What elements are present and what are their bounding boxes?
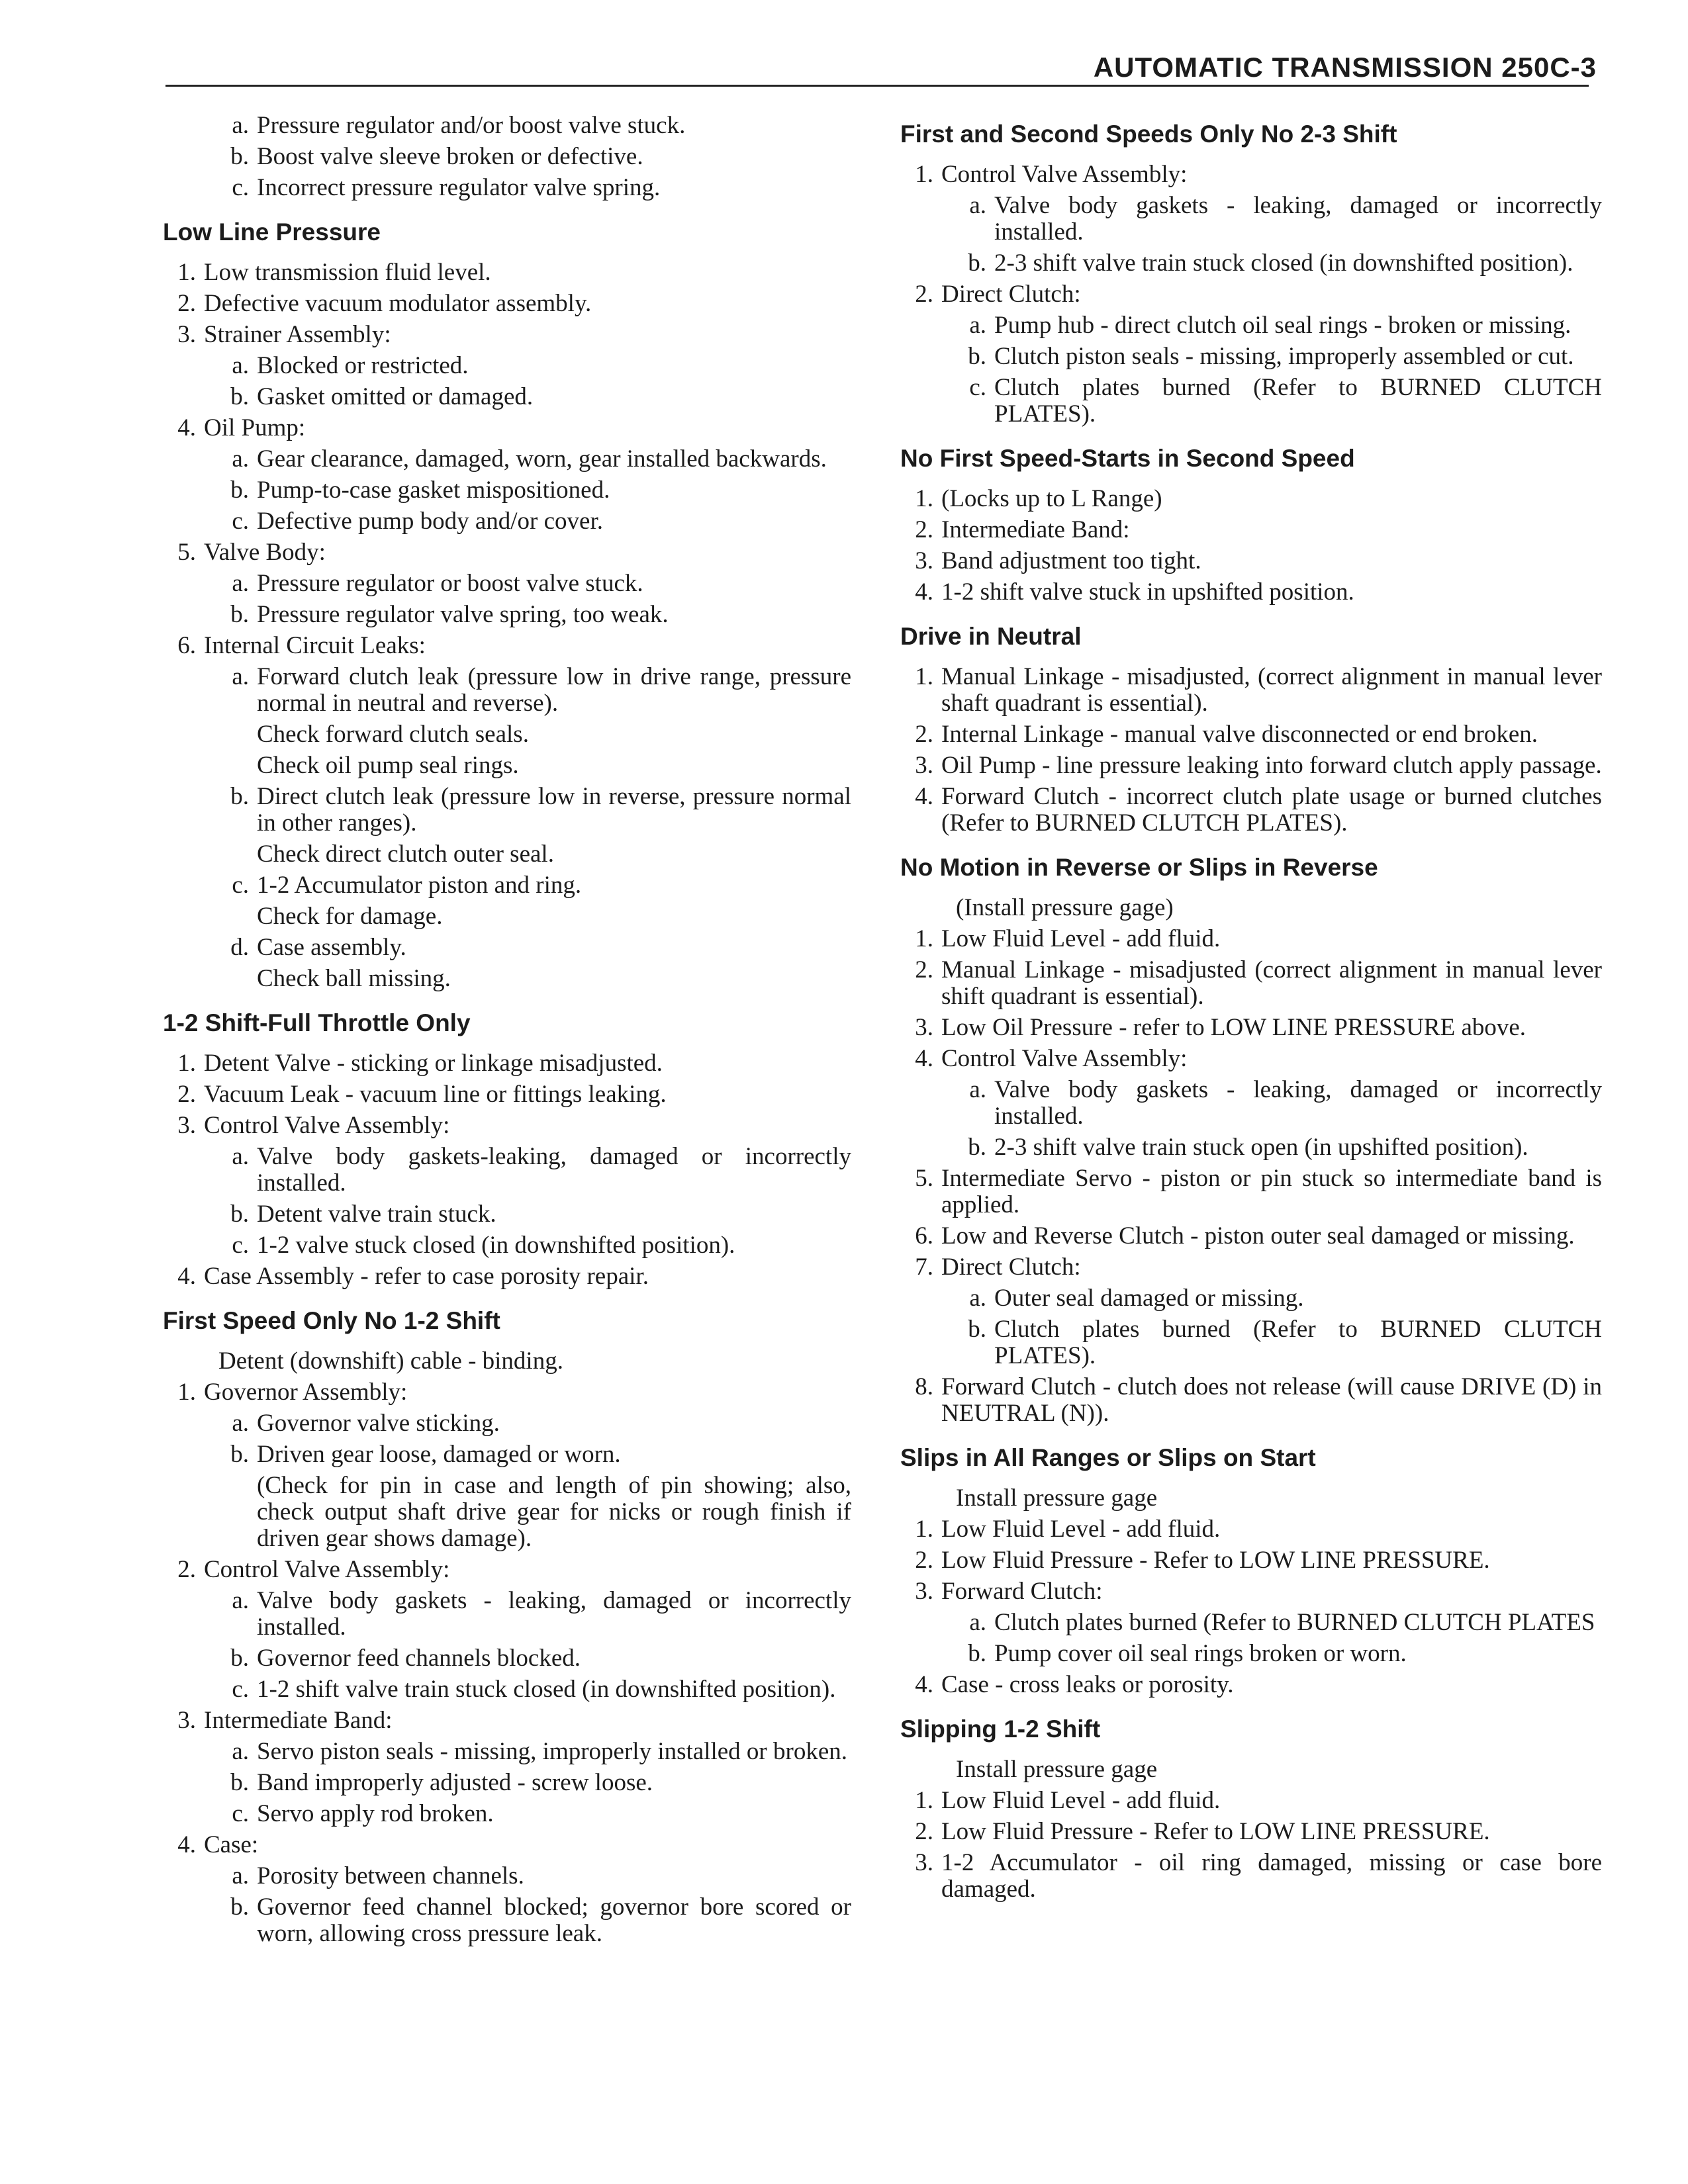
continuation-text [163,721,851,748]
lettered-subitem [163,1770,851,1796]
item-text: Intermediate Band: [204,1707,393,1734]
item-marker: a. [232,445,249,473]
numbered-item [163,1557,851,1583]
lettered-subitem [163,934,851,961]
item-marker: c. [969,374,986,401]
item-marker: 5. [915,1165,933,1192]
header-rule [165,85,1589,87]
lettered-subitem [900,1641,1602,1667]
lettered-subitem [163,446,851,473]
item-marker: 3. [915,752,933,779]
item-text: Incorrect pressure regulator valve spring. [257,174,661,201]
item-text: Pump-to-case gasket mispositioned. [257,477,610,504]
lettered-subitem [163,1863,851,1889]
item-text: Check forward clutch seals. [257,721,529,748]
item-text: (Check for pin in case and length of pin showing; also, check output shaft drive gear for nicks or rough finish if driven gear shows damage). [257,1472,851,1552]
lettered-subitem [163,1144,851,1197]
section-heading: 1-2 Shift-Full Throttle Only [163,1009,471,1036]
section-heading: No Motion in Reverse or Slips in Reverse [900,854,1378,881]
lettered-subitem [900,343,1602,370]
item-marker: a. [232,570,249,597]
continuation-text [163,752,851,779]
lettered-subitem [163,353,851,379]
numbered-item [163,539,851,566]
item-text: Check oil pump seal rings. [257,752,519,779]
item-marker: b. [230,477,249,504]
lettered-subitem [163,1201,851,1228]
item-text: Case: [204,1831,259,1858]
item-marker: 1. [915,1787,933,1814]
item-text: 1-2 shift valve stuck in upshifted position. [941,578,1354,606]
item-marker: c. [232,1676,249,1703]
item-text: Oil Pump - line pressure leaking into forward clutch apply passage. [941,752,1602,779]
item-marker: a. [232,1410,249,1437]
item-text: Control Valve Assembly: [941,1045,1188,1072]
item-marker: c. [232,872,249,899]
item-text: Detent valve train stuck. [257,1201,496,1228]
lettered-subitem [163,570,851,597]
item-marker: b. [230,1769,249,1796]
item-marker: c. [232,508,249,535]
item-marker: 3. [915,1014,933,1041]
item-marker: 6. [177,632,196,659]
continuation-text [163,1473,851,1552]
item-text: Governor valve sticking. [257,1410,500,1437]
item-text: Pressure regulator and/or boost valve stuck. [257,112,686,139]
lettered-subitem [900,312,1602,339]
section-heading: Slips in All Ranges or Slips on Start [900,1444,1316,1471]
lettered-subitem [163,1801,851,1827]
item-marker: a. [232,663,249,690]
lettered-subitem [163,113,851,139]
item-text: 1-2 shift valve train stuck closed (in downshifted position). [257,1676,836,1703]
item-text: 2-3 shift valve train stuck open (in upshifted position). [994,1134,1528,1161]
item-text: Control Valve Assembly: [941,161,1188,188]
numbered-item [900,161,1602,188]
numbered-item [163,1263,851,1290]
item-marker: 3. [915,1578,933,1605]
numbered-item [900,517,1602,543]
lettered-subitem [163,1676,851,1703]
lettered-subitem [900,250,1602,277]
numbered-item [900,1672,1602,1698]
section-heading: First and Second Speeds Only No 2-3 Shift [900,120,1397,148]
item-marker: a. [232,1862,249,1889]
item-marker: 3. [915,547,933,574]
lettered-subitem [900,1316,1602,1369]
item-marker: b. [968,343,986,370]
item-marker: d. [230,934,249,961]
item-marker: b. [230,1645,249,1672]
continuation-text [163,841,851,868]
numbered-item [163,1379,851,1406]
item-marker: b. [968,1640,986,1667]
item-marker: 8. [915,1373,933,1400]
item-text: Gasket omitted or damaged. [257,383,534,410]
lettered-subitem [900,1134,1602,1161]
item-marker: 4. [915,1671,933,1698]
section-heading: No First Speed-Starts in Second Speed [900,445,1355,472]
item-marker: 4. [915,1045,933,1072]
lettered-subitem [163,384,851,410]
item-text: Forward clutch leak (pressure low in drive range, pressure normal in neutral and reverse). [257,663,851,717]
numbered-item [163,259,851,286]
item-marker: 3. [915,1849,933,1876]
item-text: Gear clearance, damaged, worn, gear installed backwards. [257,445,827,473]
numbered-item [900,1015,1602,1041]
item-text: Outer seal damaged or missing. [994,1285,1304,1312]
item-text: Clutch plates burned (Refer to BURNED CLUTCH PLATES). [994,1316,1602,1369]
item-marker: 2. [915,956,933,983]
lettered-subitem [163,175,851,201]
item-text: Case assembly. [257,934,406,961]
item-text: Band adjustment too tight. [941,547,1201,574]
numbered-item [900,1374,1602,1427]
item-text: (Install pressure gage) [956,894,1174,921]
numbered-item [900,784,1602,837]
item-marker: 2. [915,1818,933,1845]
numbered-item [163,633,851,659]
lettered-subitem [163,1410,851,1437]
item-text: Forward Clutch: [941,1578,1103,1605]
item-text: Direct Clutch: [941,1253,1081,1281]
item-marker: 1. [915,161,933,188]
item-text: 1-2 valve stuck closed (in downshifted position). [257,1232,735,1259]
lettered-subitem [163,144,851,170]
item-text: Low Oil Pressure - refer to LOW LINE PRESSURE above. [941,1014,1526,1041]
item-marker: a. [232,112,249,139]
item-marker: a. [969,192,986,219]
plain-text [900,1485,1602,1512]
item-text: Low Fluid Level - add fluid. [941,925,1221,952]
item-marker: a. [232,1738,249,1765]
plain-text [900,1756,1602,1783]
item-marker: a. [232,352,249,379]
item-text: Servo piston seals - missing, improperly installed or broken. [257,1738,847,1765]
item-marker: b. [968,1134,986,1161]
lettered-subitem [900,1610,1602,1636]
item-text: Install pressure gage [956,1756,1158,1783]
lettered-subitem [163,1232,851,1259]
item-marker: 2. [915,281,933,308]
item-text: Servo apply rod broken. [257,1800,494,1827]
item-text: 2-3 shift valve train stuck closed (in downshifted position). [994,250,1573,277]
item-text: Pump hub - direct clutch oil seal rings - broken or missing. [994,312,1571,339]
item-text: Detent Valve - sticking or linkage misadjusted. [204,1050,663,1077]
numbered-item [900,1578,1602,1605]
numbered-item [163,415,851,441]
item-marker: b. [968,1316,986,1343]
numbered-item [163,1113,851,1139]
plain-text [900,895,1602,921]
numbered-item [163,322,851,348]
item-marker: 4. [915,578,933,606]
lettered-subitem [163,1894,851,1947]
item-text: Check direct clutch outer seal. [257,841,554,868]
item-text: Low Fluid Level - add fluid. [941,1516,1221,1543]
lettered-subitem [163,1588,851,1641]
numbered-item [163,291,851,317]
item-marker: 4. [915,783,933,810]
item-text: Defective pump body and/or cover. [257,508,603,535]
item-text: Oil Pump: [204,414,306,441]
item-marker: c. [232,174,249,201]
item-text: Low Fluid Level - add fluid. [941,1787,1221,1814]
item-text: Detent (downshift) cable - binding. [218,1347,563,1375]
lettered-subitem [900,1077,1602,1130]
item-text: Valve Body: [204,539,326,566]
lettered-subitem [163,664,851,717]
item-marker: b. [230,1441,249,1468]
item-text: Manual Linkage - misadjusted, (correct alignment in manual lever shaft quadrant is essential). [941,663,1602,717]
item-text: 1-2 Accumulator piston and ring. [257,872,582,899]
lettered-subitem [163,784,851,837]
item-text: Pressure regulator valve spring, too weak. [257,601,669,628]
item-text: Boost valve sleeve broken or defective. [257,143,643,170]
section-heading: Drive in Neutral [900,623,1082,650]
section-heading: Slipping 1-2 Shift [900,1715,1101,1743]
item-marker: 1. [177,259,196,286]
item-text: Clutch plates burned (Refer to BURNED CLUTCH PLATES [994,1609,1595,1636]
item-marker: 7. [915,1253,933,1281]
item-text: Case Assembly - refer to case porosity repair. [204,1263,649,1290]
numbered-item [900,1223,1602,1250]
item-text: Case - cross leaks or porosity. [941,1671,1234,1698]
item-text: Pump cover oil seal rings broken or worn. [994,1640,1407,1667]
item-marker: 4. [177,1263,196,1290]
numbered-item [900,548,1602,574]
item-text: Low and Reverse Clutch - piston outer seal damaged or missing. [941,1222,1575,1250]
item-text: Forward Clutch - clutch does not release (will cause DRIVE (D) in NEUTRAL (N)). [941,1373,1602,1427]
item-text: Governor feed channel blocked; governor bore scored or worn, allowing cross pressure leak. [257,1893,851,1947]
lettered-subitem [900,375,1602,428]
numbered-item [900,926,1602,952]
item-text: Blocked or restricted. [257,352,469,379]
item-text: Install pressure gage [956,1484,1158,1512]
numbered-item [900,1165,1602,1218]
section-heading: First Speed Only No 1-2 Shift [163,1307,500,1334]
item-text: Clutch piston seals - missing, improperly assembled or cut. [994,343,1574,370]
item-text: (Locks up to L Range) [941,485,1162,512]
item-text: Clutch plates burned (Refer to BURNED CLUTCH PLATES). [994,374,1602,428]
right-column [900,113,1602,1907]
item-text: Band improperly adjusted - screw loose. [257,1769,653,1796]
item-text: Porosity between channels. [257,1862,524,1889]
item-marker: a. [969,1285,986,1312]
lettered-subitem [900,193,1602,246]
item-text: Vacuum Leak - vacuum line or fittings leaking. [204,1081,667,1108]
plain-text [163,1348,851,1375]
item-text: Driven gear loose, damaged or worn. [257,1441,621,1468]
item-marker: 2. [915,1547,933,1574]
item-marker: 1. [915,925,933,952]
lettered-subitem [163,508,851,535]
item-text: Check for damage. [257,903,443,930]
item-marker: a. [232,1587,249,1614]
item-text: Defective vacuum modulator assembly. [204,290,592,317]
item-text: Valve body gaskets - leaking, damaged or incorrectly installed. [994,192,1602,246]
numbered-item [163,1832,851,1858]
lettered-subitem [163,602,851,628]
item-text: Internal Linkage - manual valve disconnected or end broken. [941,721,1538,748]
item-marker: 6. [915,1222,933,1250]
item-marker: c. [232,1232,249,1259]
item-marker: 1. [177,1050,196,1077]
item-text: Direct Clutch: [941,281,1081,308]
numbered-item [900,281,1602,308]
item-text: 1-2 Accumulator - oil ring damaged, missing or case bore damaged. [941,1849,1602,1903]
lettered-subitem [163,1645,851,1672]
item-marker: 3. [177,1707,196,1734]
item-text: Pressure regulator or boost valve stuck. [257,570,643,597]
item-marker: a. [969,312,986,339]
item-marker: 1. [915,663,933,690]
item-marker: a. [969,1076,986,1103]
item-text: Intermediate Band: [941,516,1130,543]
item-marker: 4. [177,1831,196,1858]
item-text: Governor feed channels blocked. [257,1645,581,1672]
lettered-subitem [900,1285,1602,1312]
item-text: Internal Circuit Leaks: [204,632,426,659]
item-marker: c. [232,1800,249,1827]
numbered-item [900,579,1602,606]
item-text: Forward Clutch - incorrect clutch plate usage or burned clutches (Refer to BURNED CLUTCH PLATES). [941,783,1602,837]
section-heading: Low Line Pressure [163,218,381,246]
item-text: Valve body gaskets-leaking, damaged or incorrectly installed. [257,1143,851,1197]
item-marker: b. [230,1201,249,1228]
item-text: Check ball missing. [257,965,451,992]
page-header-title: AUTOMATIC TRANSMISSION 250C-3 [1093,52,1597,83]
item-text: Direct clutch leak (pressure low in reverse, pressure normal in other ranges). [257,783,851,837]
item-marker: b. [230,143,249,170]
numbered-item [900,1788,1602,1814]
numbered-item [900,1254,1602,1281]
item-text: Strainer Assembly: [204,321,391,348]
numbered-item [900,752,1602,779]
numbered-item [900,664,1602,717]
item-marker: b. [230,601,249,628]
numbered-item [900,957,1602,1010]
item-marker: 5. [177,539,196,566]
numbered-item [163,1081,851,1108]
item-marker: b. [968,250,986,277]
item-marker: 1. [915,485,933,512]
item-marker: b. [230,783,249,810]
numbered-item [900,1516,1602,1543]
continuation-text [163,903,851,930]
item-marker: 3. [177,321,196,348]
item-text: Valve body gaskets - leaking, damaged or incorrectly installed. [994,1076,1602,1130]
item-text: Intermediate Servo - piston or pin stuck so intermediate band is applied. [941,1165,1602,1218]
item-text: Valve body gaskets - leaking, damaged or incorrectly installed. [257,1587,851,1641]
lettered-subitem [163,1739,851,1765]
numbered-item [900,1547,1602,1574]
item-marker: 1. [177,1379,196,1406]
left-column [163,113,851,1952]
item-marker: a. [969,1609,986,1636]
item-marker: 2. [177,290,196,317]
item-marker: 2. [177,1556,196,1583]
item-marker: a. [232,1143,249,1170]
item-text: Control Valve Assembly: [204,1112,450,1139]
numbered-item [900,1819,1602,1845]
item-marker: 1. [915,1516,933,1543]
lettered-subitem [163,872,851,899]
item-marker: b. [230,383,249,410]
numbered-item [900,721,1602,748]
item-marker: 2. [915,516,933,543]
item-text: Manual Linkage - misadjusted (correct alignment in manual lever shift quadrant is essential). [941,956,1602,1010]
numbered-item [900,1046,1602,1072]
continuation-text [163,966,851,992]
item-marker: b. [230,1893,249,1921]
item-text: Governor Assembly: [204,1379,408,1406]
item-marker: 2. [177,1081,196,1108]
numbered-item [163,1050,851,1077]
item-marker: 3. [177,1112,196,1139]
item-text: Low transmission fluid level. [204,259,491,286]
lettered-subitem [163,1441,851,1468]
numbered-item [900,486,1602,512]
numbered-item [900,1850,1602,1903]
item-text: Low Fluid Pressure - Refer to LOW LINE PRESSURE. [941,1818,1490,1845]
item-text: Low Fluid Pressure - Refer to LOW LINE PRESSURE. [941,1547,1490,1574]
lettered-subitem [163,477,851,504]
item-marker: 2. [915,721,933,748]
item-text: Control Valve Assembly: [204,1556,450,1583]
item-marker: 4. [177,414,196,441]
numbered-item [163,1707,851,1734]
